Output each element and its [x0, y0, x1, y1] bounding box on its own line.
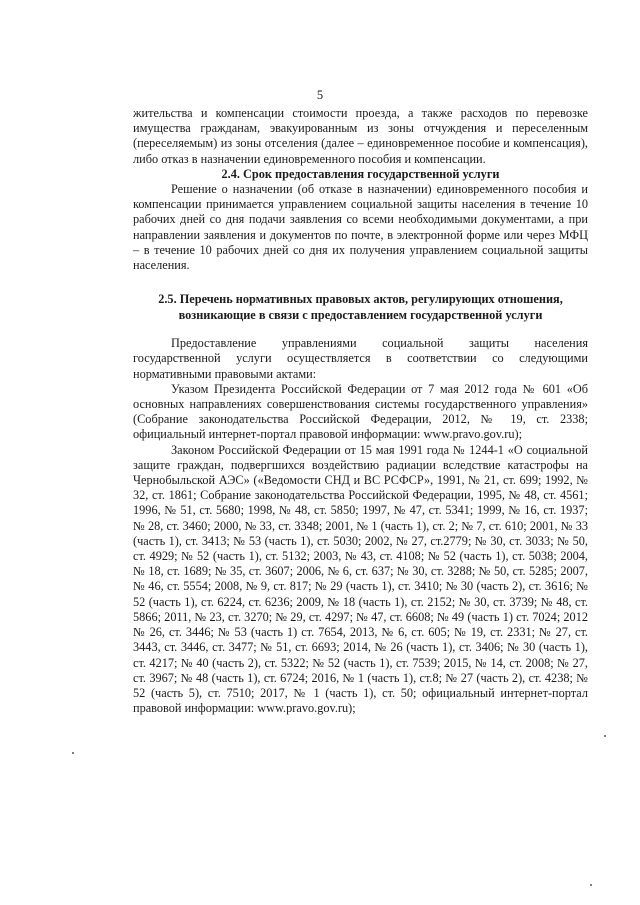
section-2-5-heading-line1: 2.5. Перечень нормативных правовых актов, регулирующих отношения, [158, 292, 563, 307]
section-2-4-text: Решение о назначении (об отказе в назначении) единовременного пособия и компенсации принимается управлением социальной защиты населения в течение 10 рабочих дней со дня подачи заявления со всеми необходимыми документами, а при направлении заявления и документов по почте, в электронной форме или через МФЦ – в течение 10 рабочих дней со дня их получения управлением социальной защиты населения. [133, 182, 588, 273]
section-2-5-heading [133, 291, 588, 323]
paragraph-intro: жительства и компенсации стоимости проезда, а также расходов по перевозке имущества гражданам, эвакуированным из зоны отчуждения и переселенным (переселяемым) из зоны отселения (далее – единовременное пособие и компенсация), либо отказ в назначении единовременного пособия и компенсации. [133, 106, 588, 166]
section-2-5-intro: Предоставление управлениями социальной защиты населения государственной услуги осуществляется в соответствии со следующими нормативными правовыми актами: [133, 336, 588, 381]
scan-speck [604, 735, 606, 737]
document-body [133, 106, 588, 716]
legal-act-presidential-decree: Указом Президента Российской Федерации от 7 мая 2012 года № 601 «Об основных направлениях совершенствования системы государственного управления» (Собрание законодательства Российской Федерации, 2012, № 19, ст. 2338; официальный интернет-портал правовой информации: www.pravo.gov.ru); [133, 381, 588, 442]
section-2-4-heading: 2.4. Срок предоставления государственной услуги [221, 166, 500, 181]
page-number: 5 [316, 88, 324, 102]
legal-act-federal-law: Законом Российской Федерации от 15 мая 1991 года № 1244-1 «О социальной защите граждан, подвергшихся воздействию радиации вследствие катастрофы на Чернобыльской АЭС» («Ведомости СНД и ВС РСФСР», 1991, № 21, ст. 699; 1992, № 32, ст. 1861; Собрание законодательства Российской Федерации, 1995, № 48, ст. 4561; 1996, № 51, ст. 5680; 1998, № 48, ст. 5850; 1997, № 47, ст. 5341; 1999, № 16, ст. 1937; № 28, ст. 3460; 2000, № 33, ст. 3348; 2001, № 1 (часть 1), ст. 2; № 7, ст. 610; 2001, № 33 (часть 1), ст. 3413; № 53 (часть 1), ст. 5030; 2002, № 27, ст.2779; № 30, ст. 3033; № 50, ст. 4929; № 52 (часть 1), ст. 5132; 2003, № 43, ст. 4108; № 52 (часть 1), ст. 5038; 2004, № 18, ст. 1689; № 35, ст. 3607; 2006, № 6, ст. 637; № 30, ст. 3288; № 50, ст. 5285; 2007, № 46, ст. 5554; 2008, № 9, ст. 817; № 29 (часть 1), ст. 3410; № 30 (часть 2), ст. 3616; № 52 (часть 1), ст. 6224, ст. 6236; 2009, № 18 (часть 1), ст. 2152; № 30, ст. 3739; № 48, ст. 5866; 2011, № 23, ст. 3270; № 29, ст. 4297; № 47, ст. 6608; № 49 (часть 1) ст. 7024; 2012 № 26, ст. 3446; № 53 (часть 1) ст. 7654, 2013, № 6, ст. 605; № 19, ст. 2331; № 27, ст. 3443, ст. 3446, ст. 3477; № 51, ст. 6693; 2014, № 26 (часть 1), ст. 3406; № 30 (часть 1), ст. 4217; № 40 (часть 2), ст. 5322; № 52 (часть 1), ст. 7539; 2015, № 14, ст. 2008; № 27, ст. 3967; № 48 (часть 1), ст. 6724; 2016, № 1 (часть 1), ст.8; № 27 (часть 2), ст. 4238; № 52 (часть 5), ст. 7510; 2017, № 1 (часть 1), ст. 50; официальный интернет-портал правовой информации: www.pravo.gov.ru); [133, 442, 588, 716]
scan-speck [590, 884, 592, 886]
scan-speck [72, 752, 74, 754]
section-2-5-heading-line2: возникающие в связи с предоставлением государственной услуги [178, 308, 543, 323]
